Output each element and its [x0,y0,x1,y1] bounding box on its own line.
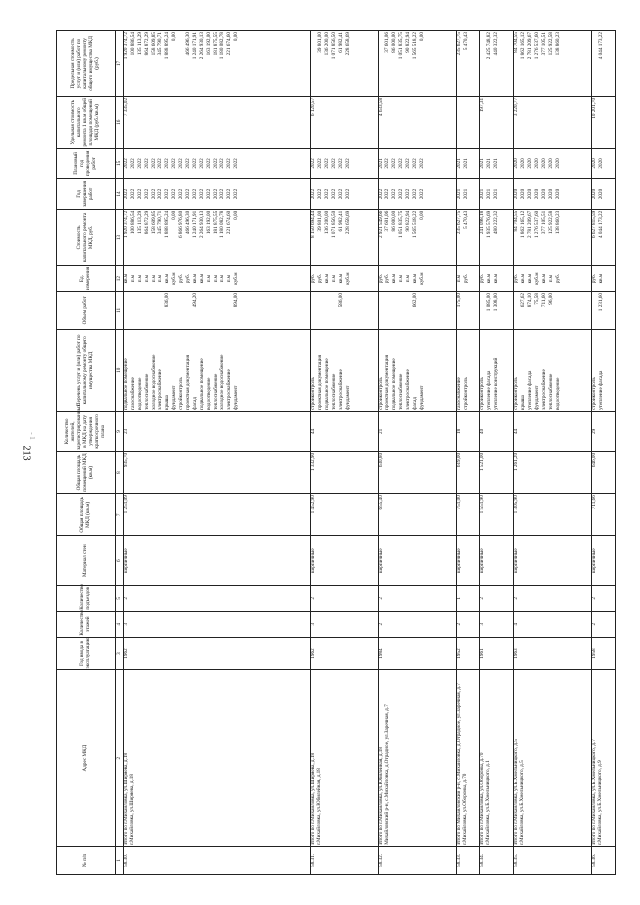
column-number: 17 [116,31,124,97]
margin-stamp: - 1 [27,432,36,440]
column-header: Общая площадь помещений МКД (кв.м) [57,451,116,493]
column-header: Материал стен [57,536,116,585]
material-cell: кирпичные [378,536,456,585]
residents-cell: 23 [124,411,311,451]
limit-cost-cell: 1 920 374,72 100 886,54 135 113,29 864 872,29 158 609,85 345 790,71 1 888 895,24 0,00 466 496,30 1 240 171,91 2 264 930,13 163 192,00 181 875,55 1 180 082,78 221 674,60 0,00 [124,31,311,97]
unit-cell: руб. руб. кв.м п.м п.м кв.м куб.м [378,266,456,292]
plan-year-cell: 2022 2022 2022 2022 2022 2022 [311,148,378,179]
residents-cell: 18 [456,411,479,451]
plan-year-cell: 2021 2021 2021 [480,148,514,179]
end-year-cell: 2020 2020 [592,179,616,210]
works-cell: стройконтроль утепление фасада утепление конструкций [480,329,514,411]
entrances-cell: 2 [124,585,311,611]
column-number: 5 [116,585,124,611]
floors-cell: 3 [124,611,311,637]
address-cell: Итого по г.Михайловка, ул.Ширяева, д.18 г.Михайловка, ул.Ширяева, д.18 [124,670,311,846]
column-number: 8 [116,451,124,493]
works-cell: газоснабжение стройконтроль [456,329,479,411]
floors-cell: 2 [378,611,456,637]
column-header: Ед. измерения [57,266,116,292]
area-premises-cell: 1 332,90 [311,451,378,493]
area-cell: 1 251,09 [124,494,311,536]
residents-cell: 40 [480,411,514,451]
row-number: 58.35. [514,846,592,874]
table-row [514,31,592,875]
year-cell: 1958 [592,637,616,670]
column-header: Количество подъездов [57,585,116,611]
row-number: 58.30. [124,846,311,874]
material-cell: кирпичные [514,536,592,585]
material-cell: кирпичные [456,536,479,585]
area-premises-cell: 619,00 [456,451,479,493]
unit-cell: руб. руб. кв.м п.м кв.м куб.м [311,266,378,292]
floors-cell: 4 [514,611,592,637]
unit-cost-cell: 7 335,02 [124,96,311,148]
year-cell: 1963 [514,637,592,670]
limit-cost-cell: 235 627,75 5 470,43 [456,31,479,97]
volume-cell: 1 231,60 [592,292,616,330]
plan-year-cell: 2021 2022 2022 2022 2022 2022 2022 [378,148,456,179]
area-cell: 751,00 [456,494,479,536]
entrances-cell: 2 [378,585,456,611]
column-number: 11 [116,292,124,330]
unit-cost-cell [456,96,479,148]
address-cell: Итого по г.Михайловка, ул.Обороны, д.70 г.Михайловка, ул.Б.Хмельницкого, д.1 [480,670,514,846]
floors-cell: 3 [311,611,378,637]
works-cell: подвальное помещение газоснабжение водоотведение теплоснабжение холодное водоснабжение электроснабжение крыша фундамент стройконтроль проектная документация фасад подвальное помещение водоотведение теплоснабжение холодное водоснабжение электроснабжение фундамент [124,329,311,411]
end-year-cell: 2022 2022 2022 2022 2022 2022 [311,179,378,210]
floors-cell: 3 [480,611,514,637]
row-number: 58.31. [311,846,378,874]
column-number: 6 [116,536,124,585]
column-number: 16 [116,96,124,148]
column-header: Плановый год проведения работ [57,148,116,179]
material-cell: кирпичные [480,536,514,585]
residents-cell: 29 [592,411,616,451]
entrances-cell: 2 [592,585,616,611]
volume-cell: 586,00 [311,292,378,330]
works-cell: стройконтроль крыша утепление фасада фундамент электроснабжение теплоснабжение водоотведение [514,329,592,411]
unit-cell: руб. кв.м [592,266,616,292]
column-number: 2 [116,670,124,846]
works-cell: стройконтроль утепление фасада [592,329,616,411]
entrances-cell: 2 [480,585,514,611]
area-premises-cell: 935,70 [124,451,311,493]
column-header: № п/п [57,846,116,874]
limit-cost-cell: 37 601,06 86 000,00 1 051 835,75 90 822,94 1 565 518,22 0,00 [378,31,456,97]
area-premises-cell: 1 261,20 [514,451,592,493]
column-number: 1 [116,846,124,874]
works-cell: стройконтроль проектная документация подвальное помещение теплоснабжение электроснабжение фундамент [311,329,378,411]
unit-cell: кв.м п.м п.м п.м п.м п.м кв.м куб.м руб. руб. кв.м кв.м п.м п.м п.м п.м куб.м [124,266,311,292]
table-body [124,31,616,875]
column-header: Год завершения работ [57,179,116,210]
cost-cell: 235 627,75 5 470,43 [456,209,479,265]
address-cell: Итого по г.Михайловка, ул.Юбилейная, д.18 Михайловский р-н, с.Михайловка, д.Отрадное, ул.Заречная, д.7 [378,670,456,846]
floors-cell: 2 [592,611,616,637]
residents-cell: 44 [311,411,378,451]
header-row [57,31,116,875]
cost-cell: 84 704,55 1 862 165,12 2 781 209,67 1 276 537,60 377 105,51 125 922,58 138 860,23 [514,209,592,265]
limit-cost-cell: 39 801,00 136 200,00 1 071 856,50 61 982,41 228 658,69 [311,31,378,97]
area-premises-cell: 630,80 [378,451,456,493]
column-header: Общая площадь МКД (кв.м) [57,494,116,536]
plan-year-cell: 2020 2020 2020 2020 2020 2020 2020 [514,148,592,179]
row-number: 58.34. [480,846,514,874]
area-cell: 655,40 [378,494,456,536]
table-row [124,31,311,875]
address-cell: Итого по г.Михайловка, ул.Ширяева, д.18 г.Михайловка, ул.Юбилейная, д.18 [311,670,378,846]
row-number: 58.33. [456,846,479,874]
area-premises-cell: 1 521,00 [480,451,514,493]
material-cell: кирпичные [124,536,311,585]
entrances-cell: 2 [514,585,592,611]
year-cell: 1962 [124,637,311,670]
year-cell: 1984 [378,637,456,670]
cost-cell: 6 627 815,59 4 044 173,22 [592,209,616,265]
end-year-cell: 2021 2021 [456,179,479,210]
column-header: Перечень услуг и (или) работ по капитальному ремонту общего имущества МКД [57,329,116,411]
column-number: 15 [116,148,124,179]
column-header: Стоимость капитального ремонта МКД, руб. [57,209,116,265]
residents-cell: 21 [378,411,456,451]
address-cell: Итого по Михайловский р-н, с.Михайловка, д.Отрадное, ул.Заречная, д.7 г.Михайловка, ул.Обороны, д.70 [456,670,479,846]
entrances-cell: 2 [311,585,378,611]
column-number: 4 [116,611,124,637]
unit-cell: руб. кв.м кв.м куб.м кв.м п.м руб. [514,266,592,292]
volume-cell: 627,62 874,10 75,58 711,60 96,00 [514,292,592,330]
volume-cell: 175,00 [456,292,479,330]
limit-cost-cell: 84 704,55 1 862 165,12 2 781 209,67 1 276 537,60 377 105,51 125 922,58 138 860,23 [514,31,592,97]
end-year-cell: 2021 2021 2021 [480,179,514,210]
volume-cell: 662,00 [378,292,456,330]
cost-cell: 8 150 694,44 39 801,00 136 200,00 1 071 856,50 61 982,41 228 658,69 [311,209,378,265]
column-number: 12 [116,266,124,292]
end-year-cell: 2022 2022 2022 2022 2022 2022 2022 [378,179,456,210]
area-premises-cell: 646,00 [592,451,616,493]
repair-plan-table [56,30,616,875]
table-row [592,31,616,875]
year-cell: 1952 [456,637,479,670]
floors-cell: 2 [456,611,479,637]
plan-year-cell: 2022 2022 2022 2022 2022 2022 2022 2022 2022 2022 2022 2022 2022 2022 2022 2022 2022 [124,148,311,179]
volume-cell: 836,00 494,20 894,00 [124,292,311,330]
unit-cost-cell: 197,31 [480,96,514,148]
limit-cost-cell: 2 425 748,82 440 322,32 [480,31,514,97]
material-cell: кирпичные [311,536,378,585]
unit-cell: п.м руб. [456,266,479,292]
rotated-table-wrapper [56,30,616,875]
unit-cost-cell: 4 633,58 [378,96,456,148]
column-number: 13 [116,209,124,265]
address-cell: Итого по г.Михайловка, ул.Б.Хмельницкого, д.5 г.Михайловка, ул.Б.Хмельницкого, д.5 [514,670,592,846]
cost-cell: 241 098,18 1 935 576,69 480 222,32 [480,209,514,265]
rotated-table [56,30,616,875]
entrances-cell: 1 [456,585,479,611]
column-number: 14 [116,179,124,210]
column-number: 10 [116,329,124,411]
unit-cell: руб. кв.м кв.м [480,266,514,292]
unit-cost-cell: 10 201,70 [592,96,616,148]
area-cell: 1 452,90 [311,494,378,536]
table-row [480,31,514,875]
area-cell: 1 305,90 [514,494,592,536]
unit-cost-cell: 3 220,77 [514,96,592,148]
year-cell: 1961 [480,637,514,670]
page-number: 213 [20,445,32,461]
residents-cell: 44 [514,411,592,451]
table-row [378,31,456,875]
column-header: Количество этажей [57,611,116,637]
cost-cell: 1 920 374,72 100 886,54 135 113,29 864 872,29 158 609,85 345 790,71 1 888 895,24 0,00 6 866 976,80 466 496,30 1 240 171,91 2 264 930,13 163 192,00 181 875,55 1 180 082,78 221 674,60 0,00 [124,209,311,265]
area-cell: 711,66 [592,494,616,536]
plan-year-cell: 2021 2021 [456,148,479,179]
row-number: 58.32. [378,846,456,874]
unit-cost-cell: 6 120,57 [311,96,378,148]
table-row [456,31,479,875]
address-cell: Итого по г.Михайловка, ул.Б.Хмельницкого, д.7 г.Михайловка, ул.Б.Хмельницкого, д.9 [592,670,616,846]
column-header: Предельная стоимость услуг и (или) работ по капитальному ремонту общего имущества МКД (руб.) [57,31,116,97]
end-year-cell: 2020 2020 2020 2020 2020 2020 2020 [514,179,592,210]
column-header: Количество жителей, зарегистрированных в МКД на дату утверждения краткосрочного плана [57,411,116,451]
column-number: 7 [116,494,124,536]
row-number: 58.36. [592,846,616,874]
area-cell: 1 551,90 [480,494,514,536]
table-row [311,31,378,875]
year-cell: 1962 [311,637,378,670]
volume-cell: 1 085,00 1 308,00 [480,292,514,330]
column-header: Удельная стоимость капитального ремонта 1 кв.м общей площади помещений МКД (руб./кв.м) [57,96,116,148]
column-header: Год ввода в эксплуатацию [57,637,116,670]
end-year-cell: 2022 2022 2022 2022 2022 2022 2022 2022 2022 2022 2022 2022 2022 2022 2022 2022 2022 [124,179,311,210]
column-number: 9 [116,411,124,451]
material-cell: кирпичные [592,536,616,585]
limit-cost-cell: 4 044 173,22 [592,31,616,97]
column-header: Адрес МКД [57,670,116,846]
column-header: Объем работ [57,292,116,330]
plan-year-cell: 2020 2020 [592,148,616,179]
cost-cell: 2 921 549,66 37 601,06 86 000,00 1 051 835,75 90 822,94 1 565 518,22 0,00 [378,209,456,265]
works-cell: стройконтроль проектная документация подвальное помещение теплоснабжение электроснабжение фасад фундамент [378,329,456,411]
column-number: 3 [116,637,124,670]
